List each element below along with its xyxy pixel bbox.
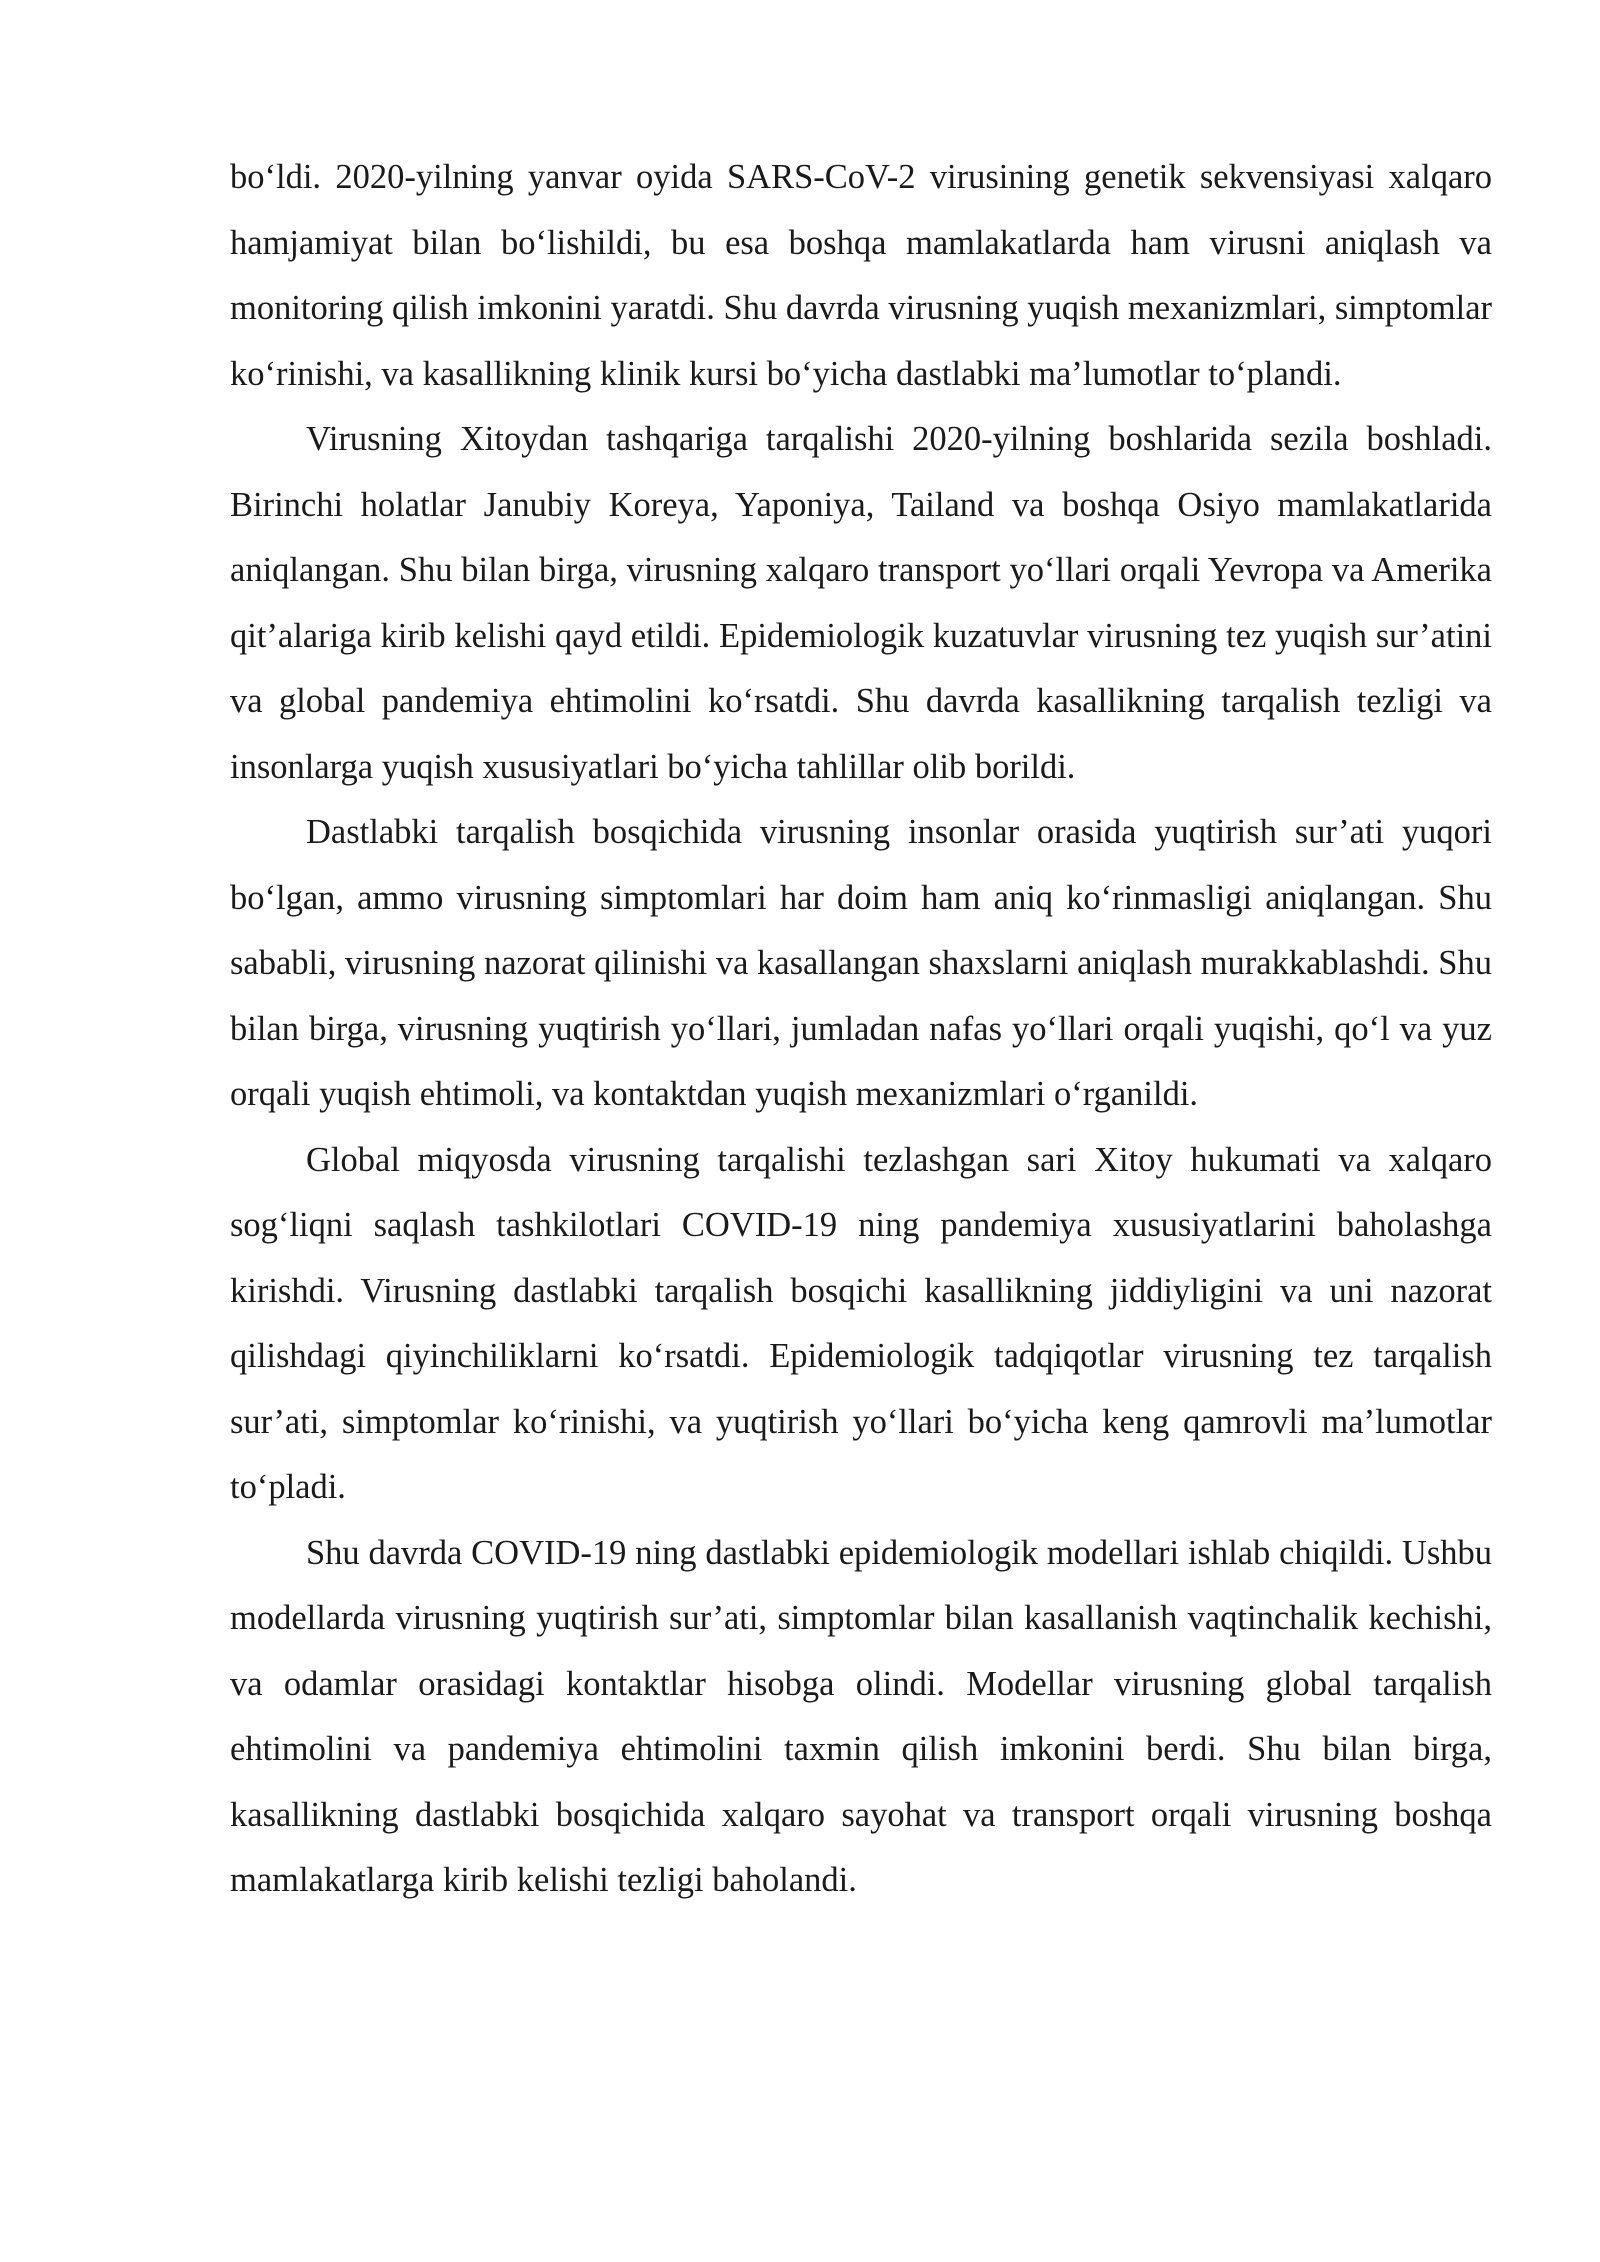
paragraph: Global miqyosda virusning tarqalishi tezlashgan sari Xitoy hukumati va xalqaro sog‘liqni saqlash tashkilotlari COVID-19 ning pandemiya xususiyatlarini baholashga kirishdi. Virusning dastlabki tarqalish bosqichi kasallikning jiddiyligini va uni nazorat qilishdagi qiyinchiliklarni ko‘rsatdi. Epidemiologik tadqiqotlar virusning tez tarqalish sur’ati, simptomlar ko‘rinishi, va yuqtirish yo‘llari bo‘yicha keng qamrovli ma’lumotlar to‘pladi. <box>230 1140 1492 1506</box>
paragraph: Shu davrda COVID-19 ning dastlabki epidemiologik modellari ishlab chiqildi. Ushbu modellarda virusning yuqtirish sur’ati, simptomlar bilan kasallanish vaqtinchalik kechishi, va odamlar orasidagi kontaktlar hisobga olindi. Modellar virusning global tarqalish ehtimolini va pandemiya ehtimolini taxmin qilish imkonini berdi. Shu bilan birga, kasallikning dastlabki bosqichida xalqaro sayohat va transport orqali virusning boshqa mamlakatlarga kirib kelishi tezligi baholandi. <box>230 1533 1492 1899</box>
paragraph: Virusning Xitoydan tashqariga tarqalishi 2020-yilning boshlarida sezila boshladi. Birinchi holatlar Janubiy Koreya, Yaponiya, Tailand va boshqa Osiyo mamlakatlarida aniqlangan. Shu bilan birga, virusning xalqaro transport yo‘llari orqali Yevropa va Amerika qit’alariga kirib kelishi qayd etildi. Epidemiologik kuzatuvlar virusning tez yuqish sur’atini va global pandemiya ehtimolini ko‘rsatdi. Shu davrda kasallikning tarqalish tezligi va insonlarga yuqish xususiyatlari bo‘yicha tahlillar olib borildi. <box>230 420 1492 786</box>
paragraph: Dastlabki tarqalish bosqichida virusning insonlar orasida yuqtirish sur’ati yuqori bo‘lgan, ammo virusning simptomlari har doim ham aniq ko‘rinmasligi aniqlangan. Shu sababli, virusning nazorat qilinishi va kasallangan shaxslarni aniqlash murakkablashdi. Shu bilan birga, virusning yuqtirish yo‘llari, jumladan nafas yo‘llari orqali yuqishi, qo‘l va yuz orqali yuqish ehtimoli, va kontaktdan yuqish mexanizmlari o‘rganildi. <box>230 813 1492 1113</box>
document-body <box>230 145 1492 1914</box>
paragraph-continuation: bo‘ldi. 2020-yilning yanvar oyida SARS-CoV-2 virusining genetik sekvensiyasi xalqaro hamjamiyat bilan bo‘lishildi, bu esa boshqa mamlakatlarda ham virusni aniqlash va monitoring qilish imkonini yaratdi. Shu davrda virusning yuqish mexanizmlari, simptomlar ko‘rinishi, va kasallikning klinik kursi bo‘yicha dastlabki ma’lumotlar to‘plandi. <box>230 158 1492 393</box>
